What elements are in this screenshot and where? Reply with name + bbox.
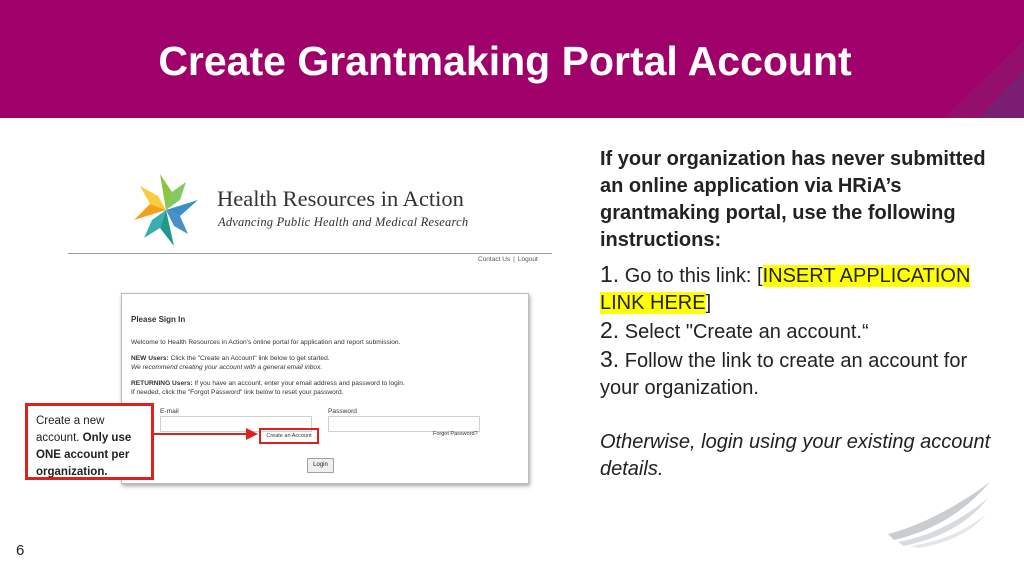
step-1-number: 1. — [600, 261, 620, 287]
top-links — [478, 256, 538, 263]
step-3-number: 3. — [600, 346, 620, 372]
forgot-instructions: If needed, click the "Forgot Password" link below to reset your password. — [131, 389, 344, 396]
instruction-steps — [600, 261, 1010, 402]
application-link-placeholder[interactable]: INSERT APPLICATION LINK HERE — [600, 265, 971, 314]
forgot-password-link[interactable]: Forgot Password? — [433, 431, 478, 437]
otherwise-text: Otherwise, login using your existing account details. — [600, 431, 991, 480]
new-users-label: NEW Users: — [131, 355, 169, 362]
callout-line-2 — [36, 430, 145, 447]
instructions-panel — [600, 146, 1010, 483]
divider — [68, 253, 552, 254]
new-users-instructions: Click the "Create an Account" link below to get started. — [168, 355, 330, 362]
callout-arrow-icon — [152, 420, 260, 440]
welcome-text: Welcome to Health Resources in Action's online portal for application and report submission. — [131, 339, 401, 346]
email-label: E-mail — [160, 408, 179, 415]
sign-in-panel — [121, 293, 529, 484]
recommend-text: We recommend creating your account with a general email inbox. — [131, 364, 323, 371]
step-2 — [600, 317, 1010, 346]
step-3-text: Follow the link to create an account for your organization. — [600, 350, 968, 399]
logout-link[interactable]: Logout — [517, 256, 538, 263]
password-field[interactable] — [328, 416, 480, 432]
title-banner — [0, 0, 1024, 118]
step-2-text: Select "Create an account.“ — [619, 321, 869, 343]
returning-users-label: RETURNING Users: — [131, 380, 193, 387]
callout-line-4: organization. — [36, 466, 108, 478]
step-1 — [600, 261, 1010, 317]
sign-in-title: Please Sign In — [131, 315, 186, 324]
returning-users-instructions: If you have an account, enter your email address and password to login. — [192, 380, 405, 387]
step-1-end: ] — [705, 292, 712, 314]
hria-logo-icon — [130, 170, 202, 250]
step-3 — [600, 346, 1010, 402]
callout-line-2a: account. — [36, 432, 83, 444]
callout-line-3: ONE account per — [36, 449, 130, 461]
page-number: 6 — [16, 542, 25, 559]
step-2-number: 2. — [600, 317, 620, 343]
new-users-text — [131, 355, 330, 362]
returning-users-text — [131, 380, 405, 387]
callout-line-2b: Only use — [82, 432, 132, 444]
instructions-intro: If your organization has never submitted an online application via HRiA’s grantmaking portal, use the following instructions: — [600, 148, 986, 251]
contact-us-link[interactable]: Contact Us — [478, 256, 511, 263]
logo-title: Health Resources in Action — [217, 186, 464, 211]
slide-title: Create Grantmaking Portal Account — [158, 38, 852, 84]
wing-logo-icon — [880, 476, 992, 548]
logo-tagline: Advancing Public Health and Medical Research — [218, 215, 469, 229]
callout-box — [25, 403, 154, 480]
callout-line-1: Create a new — [36, 415, 105, 427]
login-button[interactable]: Login — [307, 458, 334, 473]
create-account-link[interactable]: Create an Account — [259, 428, 319, 444]
link-separator: | — [513, 256, 515, 263]
password-label: Password — [328, 408, 357, 415]
step-1-text: Go to this link: [ — [619, 265, 763, 287]
